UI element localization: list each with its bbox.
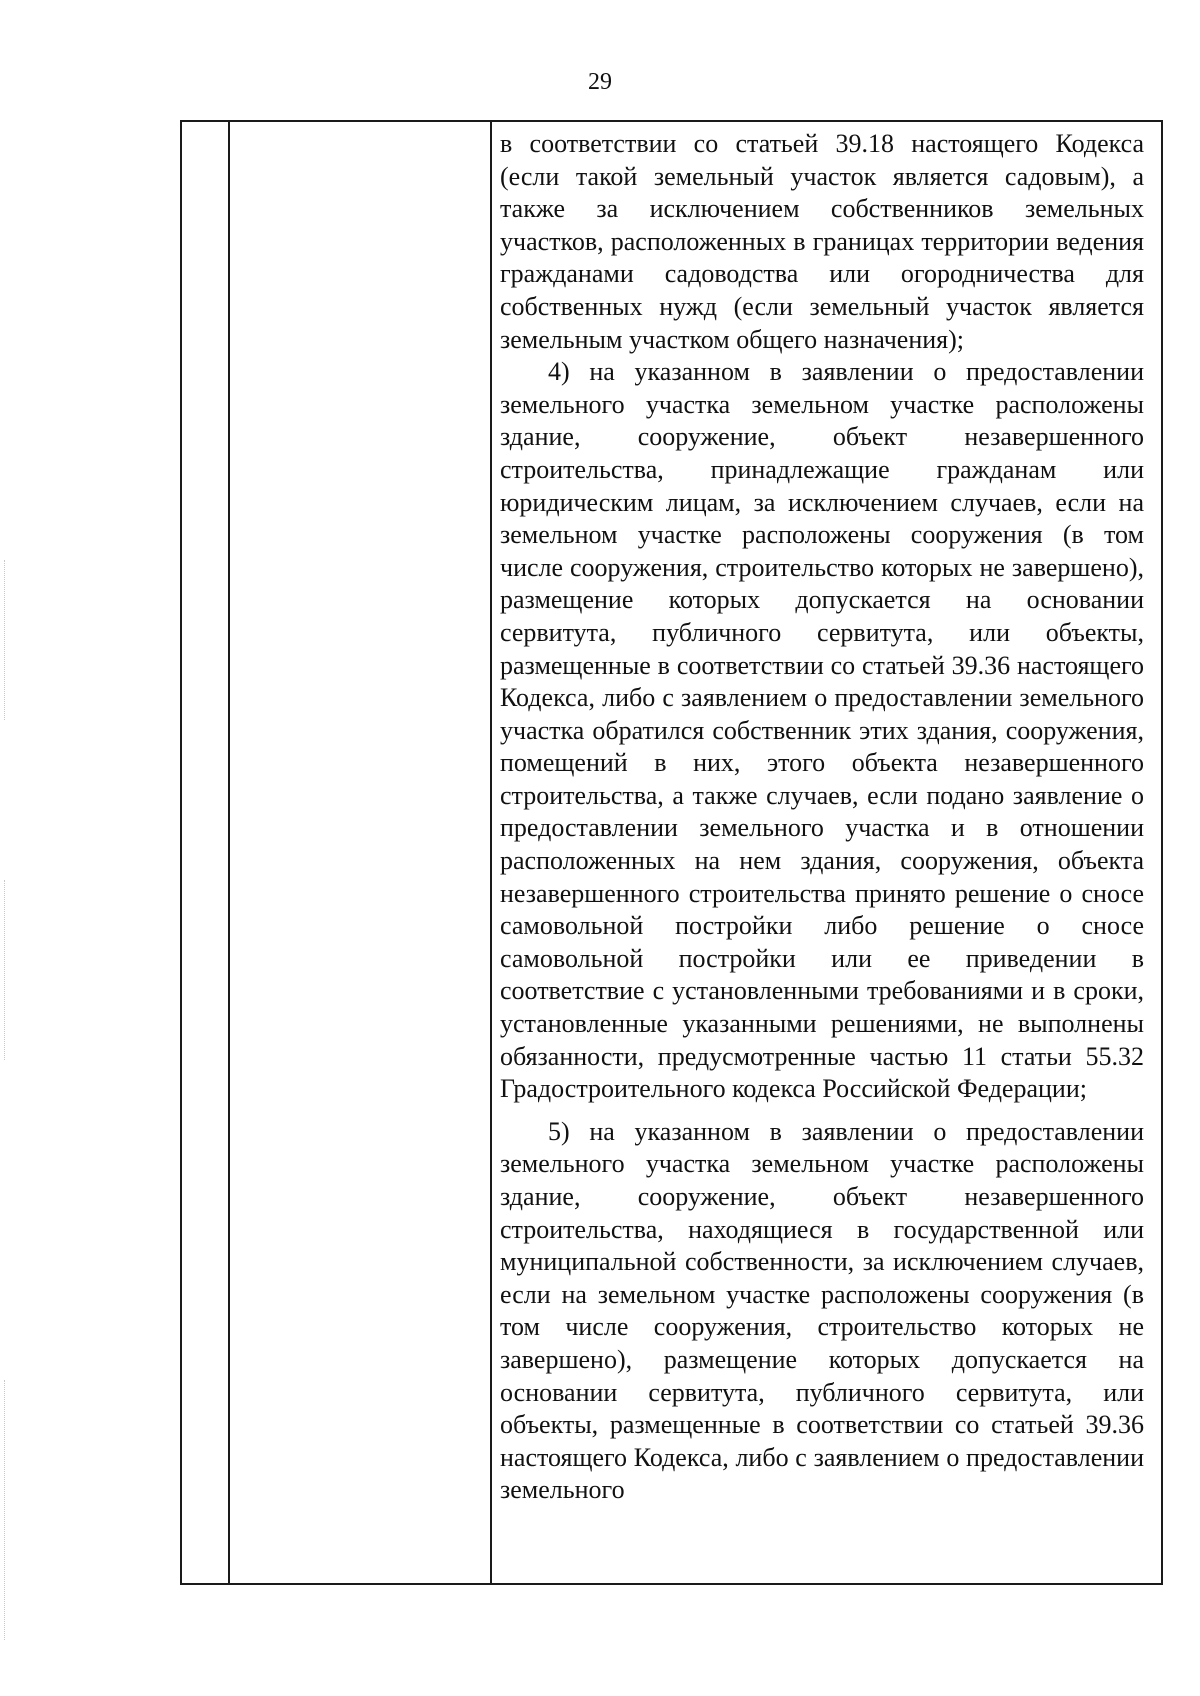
paragraph-item-4: 4) на указанном в заявлении о предоставлении земельного участка земельном участке расположены здание, сооружение, объект незавершенного строительства, принадлежащие гражданам или юридическим лицам, за исключением случаев, если на земельном участке расположены сооружения (в том числе сооружения, строительство которых не завершено), размещение которых допускается на основании сервитута, публичного сервитута, или объекты, размещенные в соответствии со статьей 39.36 настоящего Кодекса, либо с заявлением о предоставлении земельного участка обратился собственник этих здания, сооружения, помещений в них, этого объекта незавершенного строительства, а также случаев, если подано заявление о предоставлении земельного участка и в отношении расположенных на нем здания, сооружения, объекта незавершенного строительства принято решение о сносе самовольной постройки либо решение о сносе самовольной постройки или ее приведении в соответствие с установленными требованиями и в сроки, установленные указанными решениями, не выполнены обязанности, предусмотренные частью 11 статьи 55.32 Градостроительного кодекса Российской Федерации; <box>500 357 1144 1104</box>
scan-margin-marks <box>4 560 9 720</box>
table-cell-text <box>494 128 1148 1583</box>
paragraph-continuation: в соответствии со статьей 39.18 настоящего Кодекса (если такой земельный участок является садовым), а также за исключением собственников земельных участков, расположенных в границах территории ведения гражданами садоводства или огородничества для собственных нужд (если земельный участок является земельным участком общего назначения); <box>500 129 1144 354</box>
paragraph-item-5: 5) на указанном в заявлении о предоставлении земельного участка земельном участке расположены здание, сооружение, объект незавершенного строительства, находящиеся в государственной или муниципальной собственности, за исключением случаев, если на земельном участке расположены сооружения (в том числе сооружения, строительство которых не завершено), размещение которых допускается на основании сервитута, публичного сервитута, или объекты, размещенные в соответствии со статьей 39.36 настоящего Кодекса, либо с заявлением о предоставлении земельного <box>500 1116 1144 1505</box>
table-column-divider <box>490 122 492 1583</box>
table-cell-number <box>182 122 228 1583</box>
page-number: 29 <box>588 69 612 95</box>
scan-margin-marks <box>4 880 9 1060</box>
table-cell-name <box>230 122 490 1583</box>
scan-margin-marks <box>4 1380 9 1640</box>
document-table <box>180 120 1163 1585</box>
